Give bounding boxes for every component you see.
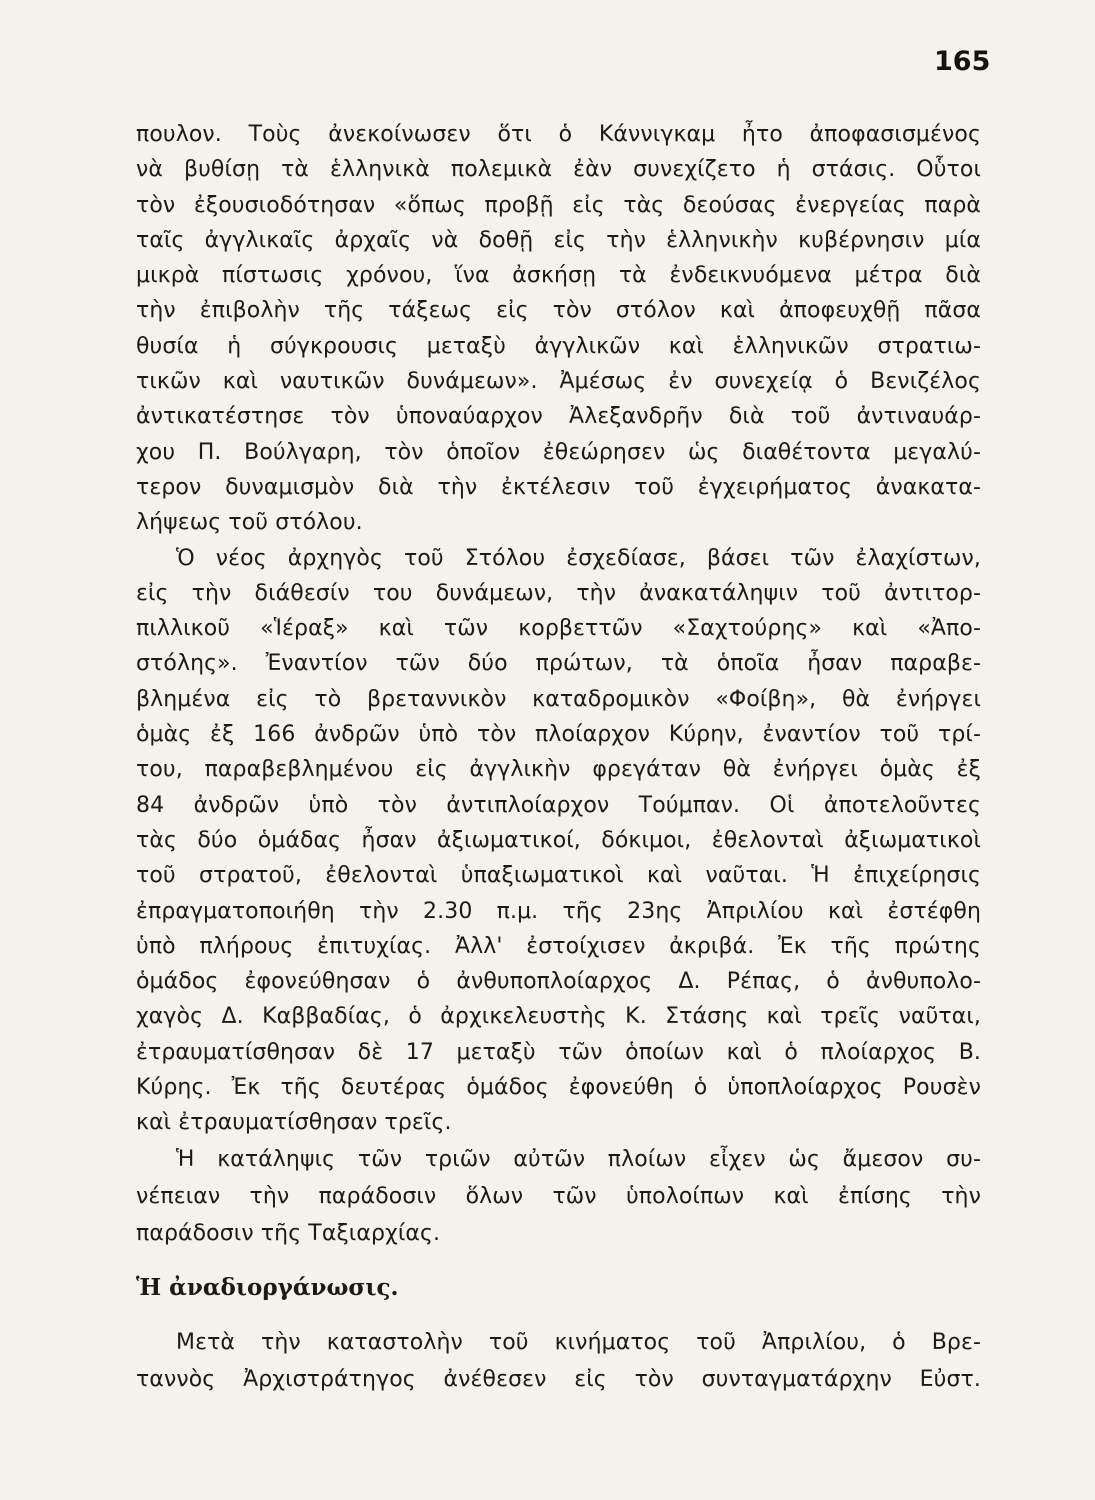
text-line: 84 ἀνδρῶν ὑπὸ τὸν ἀντιπλοίαρχον Τούμπαν. Οἱ ἀποτελοῦντες	[136, 792, 981, 818]
text-line: στόλης». Ἐναντίον τῶν δύο πρώτων, τὰ ὁποῖα ἦσαν παραβε-	[136, 651, 981, 677]
text-line: ὁμὰς ἐξ 166 ἀνδρῶν ὑπὸ τὸν πλοίαρχον Κύρην, ἐναντίον τοῦ τρί-	[136, 722, 981, 748]
text-line: νὰ βυθίσῃ τὰ ἑλληνικὰ πολεμικὰ ἐὰν συνεχίζετο ἡ στάσις. Οὗτοι	[136, 157, 981, 183]
text-line: πουλον. Τοὺς ἀνεκοίνωσεν ὅτι ὁ Κάννιγκαμ ἦτο ἀποφασισμένος	[136, 122, 981, 147]
text-line: βλημένα εἰς τὸ βρεταννικὸν καταδρομικὸν «Φοίβη», θὰ ἐνήργει	[136, 686, 981, 712]
text-line: ταῖς ἀγγλικαῖς ἀρχαῖς νὰ δοθῇ εἰς τὴν ἑλληνικὴν κυβέρνησιν μία	[136, 227, 981, 253]
paragraph-3	[136, 1141, 981, 1252]
paragraph-2	[136, 541, 981, 1141]
text-line: καὶ ἐτραυματίσθησαν τρεῖς.	[136, 1110, 452, 1136]
paragraph-4	[136, 1324, 981, 1398]
text-line: εἰς τὴν διάθεσίν του δυνάμεων, τὴν ἀνακατάληψιν τοῦ ἀντιτορ-	[136, 580, 981, 606]
section-heading: Ἡ ἀναδιοργάνωσις.	[136, 1273, 399, 1301]
text-line: ταννὸς Ἀρχιστράτηγος ἀνέθεσεν εἰς τὸν συνταγματάρχην Εὐστ.	[136, 1366, 981, 1392]
text-line: Κύρης. Ἐκ τῆς δευτέρας ὁμάδος ἐφονεύθη ὁ ὑποπλοίαρχος Ρουσὲν	[136, 1075, 981, 1101]
text-line: θυσία ἡ σύγκρουσις μεταξὺ ἀγγλικῶν καὶ ἑλληνικῶν στρατιω-	[136, 333, 981, 359]
text-line: μικρὰ πίστωσις χρόνου, ἵνα ἀσκήσῃ τὰ ἐνδεικνυόμενα μέτρα διὰ	[136, 263, 981, 289]
text-line: ἐπραγματοποιήθη τὴν 2.30 π.μ. τῆς 23ης Ἀπριλίου καὶ ἐστέφθη	[136, 898, 981, 924]
body-text	[136, 117, 981, 1398]
text-line: τοῦ στρατοῦ, ἐθελονταὶ ὑπαξιωματικοὶ καὶ ναῦται. Ἡ ἐπιχείρησις	[136, 863, 981, 889]
text-line: ἀντικατέστησε τὸν ὑποναύαρχον Ἀλεξανδρῆν διὰ τοῦ ἀντιναυάρ-	[136, 404, 981, 430]
text-line: Μετὰ τὴν καταστολὴν τοῦ κινήματος τοῦ Ἀπριλίου, ὁ Βρε-	[176, 1329, 981, 1355]
text-line: Ἡ κατάληψις τῶν τριῶν αὐτῶν πλοίων εἶχεν ὡς ἄμεσον συ-	[176, 1146, 981, 1172]
text-line: τὴν ἐπιβολὴν τῆς τάξεως εἰς τὸν στόλον καὶ ἀποφευχθῇ πᾶσα	[136, 298, 981, 324]
text-line: παράδοσιν τῆς Ταξιαρχίας.	[136, 1220, 441, 1246]
paragraph-1	[136, 117, 981, 541]
text-line: τὰς δύο ὁμάδας ἦσαν ἀξιωματικοί, δόκιμοι, ἐθελονταὶ ἀξιωματικοὶ	[136, 827, 981, 853]
text-line: τικῶν καὶ ναυτικῶν δυνάμεων». Ἀμέσως ἐν συνεχείᾳ ὁ Βενιζέλος	[136, 369, 981, 395]
text-line: του, παραβεβλημένου εἰς ἀγγλικὴν φρεγάταν θὰ ἐνήργει ὁμὰς ἐξ	[136, 757, 981, 783]
text-line: Ὁ νέος ἀρχηγὸς τοῦ Στόλου ἐσχεδίασε, βάσει τῶν ἐλαχίστων,	[176, 545, 981, 571]
text-line: ὁμάδος ἐφονεύθησαν ὁ ἀνθυποπλοίαρχος Δ. Ρέπας, ὁ ἀνθυπολο-	[136, 969, 981, 995]
text-line: πιλλικοῦ «Ἱέραξ» καὶ τῶν κορβεττῶν «Σαχτούρης» καὶ «Ἀπο-	[136, 616, 981, 642]
text-line: τερον δυναμισμὸν διὰ τὴν ἐκτέλεσιν τοῦ ἐγχειρήματος ἀνακατα-	[136, 474, 981, 500]
text-line: χαγὸς Δ. Καββαδίας, ὁ ἀρχικελευστὴς Κ. Στάσης καὶ τρεῖς ναῦται,	[136, 1004, 981, 1030]
page-number: 165	[934, 46, 991, 77]
text-line: χου Π. Βούλγαρη, τὸν ὁποῖον ἐθεώρησεν ὡς διαθέτοντα μεγαλύ-	[136, 439, 981, 465]
text-line: λήψεως τοῦ στόλου.	[136, 510, 363, 536]
text-line: ὑπὸ πλήρους ἐπιτυχίας. Ἀλλ' ἐστοίχισεν ἀκριβά. Ἐκ τῆς πρώτης	[136, 933, 981, 959]
text-line: ἐτραυματίσθησαν δὲ 17 μεταξὺ τῶν ὁποίων καὶ ὁ πλοίαρχος Β.	[136, 1039, 981, 1065]
text-line: τὸν ἐξουσιοδότησαν «ὅπως προβῇ εἰς τὰς δεούσας ἐνεργείας παρὰ	[136, 192, 981, 218]
text-line: νέπειαν τὴν παράδοσιν ὅλων τῶν ὑπολοίπων καὶ ἐπίσης τὴν	[136, 1183, 981, 1209]
